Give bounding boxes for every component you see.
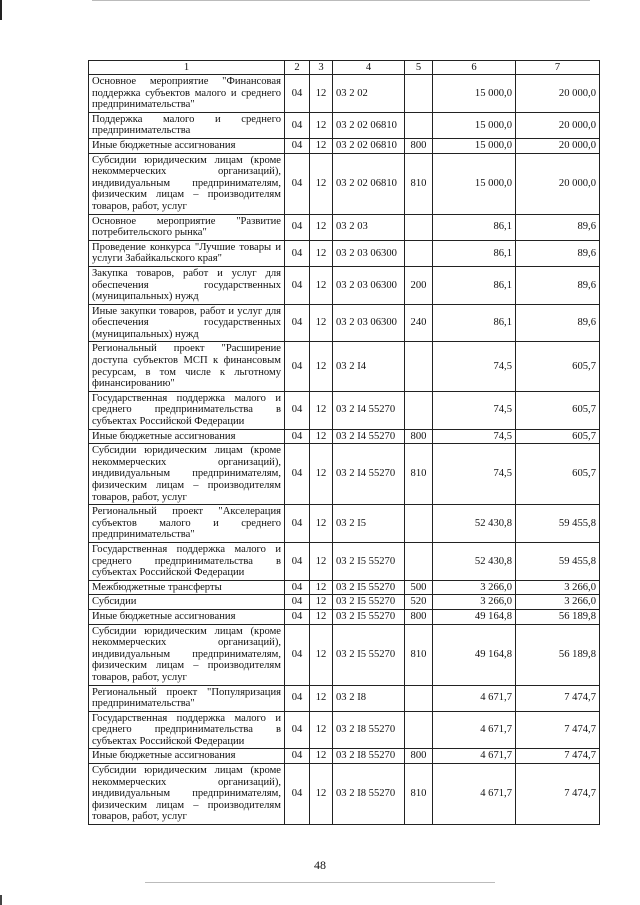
amount-year1-cell: 15 000,0	[433, 138, 516, 153]
target-item-cell: 03 2 I4 55270	[333, 444, 405, 505]
table-header-row	[89, 61, 600, 75]
table-row	[89, 749, 600, 764]
row-name-cell: Государственная поддержка малого и среднего предпринимательства в субъектах Российской Федерации	[89, 711, 285, 749]
scan-edge-mark	[0, 0, 2, 20]
row-name-cell: Поддержка малого и среднего предпринимательства	[89, 112, 285, 138]
expense-type-cell	[405, 685, 433, 711]
amount-year1-cell: 74,5	[433, 444, 516, 505]
table-row	[89, 214, 600, 240]
expense-type-cell	[405, 240, 433, 266]
amount-year2-cell: 20 000,0	[516, 112, 600, 138]
table-row	[89, 342, 600, 391]
amount-year1-cell: 86,1	[433, 266, 516, 304]
amount-year1-cell: 4 671,7	[433, 749, 516, 764]
section-code-cell: 04	[285, 542, 310, 580]
expense-type-cell: 800	[405, 429, 433, 444]
section-code-cell: 04	[285, 764, 310, 825]
expense-type-cell: 240	[405, 304, 433, 342]
expense-type-cell: 810	[405, 444, 433, 505]
scan-bottom-line	[145, 882, 495, 883]
target-item-cell: 03 2 I5 55270	[333, 624, 405, 685]
table-row	[89, 138, 600, 153]
subsection-code-cell: 12	[310, 75, 333, 113]
amount-year1-cell: 74,5	[433, 391, 516, 429]
budget-table	[88, 60, 600, 825]
target-item-cell: 03 2 I8	[333, 685, 405, 711]
row-name-cell: Субсидии юридическим лицам (кроме некоммерческих организаций), индивидуальным предпринимателям, физическим лицам – производителям товаров, работ, услуг	[89, 624, 285, 685]
target-item-cell: 03 2 02 06810	[333, 138, 405, 153]
table-row	[89, 595, 600, 610]
table-row	[89, 266, 600, 304]
amount-year2-cell: 605,7	[516, 391, 600, 429]
amount-year1-cell: 4 671,7	[433, 685, 516, 711]
target-item-cell: 03 2 I4 55270	[333, 429, 405, 444]
row-name-cell: Иные бюджетные ассигнования	[89, 609, 285, 624]
row-name-cell: Иные бюджетные ассигнования	[89, 749, 285, 764]
expense-type-cell	[405, 711, 433, 749]
column-header: 2	[285, 61, 310, 75]
amount-year2-cell: 89,6	[516, 304, 600, 342]
scan-top-line	[92, 0, 590, 1]
row-name-cell: Региональный проект "Акселерация субъектов малого и среднего предпринимательства"	[89, 505, 285, 543]
amount-year2-cell: 7 474,7	[516, 764, 600, 825]
subsection-code-cell: 12	[310, 749, 333, 764]
amount-year2-cell: 605,7	[516, 429, 600, 444]
amount-year1-cell: 86,1	[433, 240, 516, 266]
target-item-cell: 03 2 02	[333, 75, 405, 113]
column-header: 1	[89, 61, 285, 75]
amount-year1-cell: 86,1	[433, 214, 516, 240]
amount-year2-cell: 605,7	[516, 444, 600, 505]
row-name-cell: Субсидии	[89, 595, 285, 610]
section-code-cell: 04	[285, 505, 310, 543]
amount-year1-cell: 15 000,0	[433, 112, 516, 138]
table-row	[89, 711, 600, 749]
table-row	[89, 764, 600, 825]
table-row	[89, 624, 600, 685]
expense-type-cell: 800	[405, 138, 433, 153]
table-row	[89, 685, 600, 711]
expense-type-cell: 810	[405, 764, 433, 825]
row-name-cell: Основное мероприятие "Финансовая поддержка субъектов малого и среднего предпринимательства"	[89, 75, 285, 113]
section-code-cell: 04	[285, 112, 310, 138]
row-name-cell: Проведение конкурса "Лучшие товары и услуги Забайкальского края"	[89, 240, 285, 266]
amount-year1-cell: 4 671,7	[433, 711, 516, 749]
section-code-cell: 04	[285, 266, 310, 304]
amount-year1-cell: 15 000,0	[433, 153, 516, 214]
expense-type-cell: 520	[405, 595, 433, 610]
scan-edge-mark	[0, 895, 2, 905]
expense-type-cell	[405, 542, 433, 580]
amount-year2-cell: 56 189,8	[516, 609, 600, 624]
section-code-cell: 04	[285, 624, 310, 685]
amount-year1-cell: 49 164,8	[433, 609, 516, 624]
subsection-code-cell: 12	[310, 266, 333, 304]
amount-year1-cell: 15 000,0	[433, 75, 516, 113]
subsection-code-cell: 12	[310, 138, 333, 153]
section-code-cell: 04	[285, 580, 310, 595]
page-number: 48	[314, 858, 326, 872]
subsection-code-cell: 12	[310, 304, 333, 342]
section-code-cell: 04	[285, 429, 310, 444]
row-name-cell: Закупка товаров, работ и услуг для обеспечения государственных (муниципальных) нужд	[89, 266, 285, 304]
subsection-code-cell: 12	[310, 240, 333, 266]
subsection-code-cell: 12	[310, 542, 333, 580]
section-code-cell: 04	[285, 342, 310, 391]
expense-type-cell	[405, 214, 433, 240]
amount-year2-cell: 3 266,0	[516, 595, 600, 610]
row-name-cell: Межбюджетные трансферты	[89, 580, 285, 595]
amount-year2-cell: 20 000,0	[516, 153, 600, 214]
target-item-cell: 03 2 I5 55270	[333, 609, 405, 624]
table-row	[89, 580, 600, 595]
expense-type-cell	[405, 112, 433, 138]
expense-type-cell: 500	[405, 580, 433, 595]
amount-year2-cell: 56 189,8	[516, 624, 600, 685]
subsection-code-cell: 12	[310, 711, 333, 749]
subsection-code-cell: 12	[310, 505, 333, 543]
target-item-cell: 03 2 I4 55270	[333, 391, 405, 429]
section-code-cell: 04	[285, 444, 310, 505]
amount-year1-cell: 52 430,8	[433, 505, 516, 543]
section-code-cell: 04	[285, 595, 310, 610]
section-code-cell: 04	[285, 75, 310, 113]
target-item-cell: 03 2 03 06300	[333, 304, 405, 342]
subsection-code-cell: 12	[310, 764, 333, 825]
amount-year1-cell: 3 266,0	[433, 580, 516, 595]
table-row	[89, 505, 600, 543]
section-code-cell: 04	[285, 214, 310, 240]
amount-year2-cell: 59 455,8	[516, 505, 600, 543]
section-code-cell: 04	[285, 304, 310, 342]
target-item-cell: 03 2 I8 55270	[333, 711, 405, 749]
amount-year1-cell: 3 266,0	[433, 595, 516, 610]
section-code-cell: 04	[285, 711, 310, 749]
expense-type-cell: 810	[405, 624, 433, 685]
expense-type-cell: 810	[405, 153, 433, 214]
row-name-cell: Иные бюджетные ассигнования	[89, 138, 285, 153]
amount-year1-cell: 4 671,7	[433, 764, 516, 825]
section-code-cell: 04	[285, 391, 310, 429]
row-name-cell: Региональный проект "Расширение доступа субъектов МСП к финансовым ресурсам, в том числе к льготному финансированию"	[89, 342, 285, 391]
section-code-cell: 04	[285, 609, 310, 624]
subsection-code-cell: 12	[310, 609, 333, 624]
section-code-cell: 04	[285, 749, 310, 764]
target-item-cell: 03 2 02 06810	[333, 153, 405, 214]
section-code-cell: 04	[285, 685, 310, 711]
subsection-code-cell: 12	[310, 444, 333, 505]
table-row	[89, 609, 600, 624]
table-row	[89, 444, 600, 505]
amount-year1-cell: 74,5	[433, 429, 516, 444]
expense-type-cell	[405, 505, 433, 543]
row-name-cell: Региональный проект "Популяризация предпринимательства"	[89, 685, 285, 711]
table-row	[89, 153, 600, 214]
target-item-cell: 03 2 I5 55270	[333, 580, 405, 595]
section-code-cell: 04	[285, 240, 310, 266]
amount-year1-cell: 52 430,8	[433, 542, 516, 580]
target-item-cell: 03 2 I5 55270	[333, 595, 405, 610]
amount-year2-cell: 605,7	[516, 342, 600, 391]
table-row	[89, 391, 600, 429]
target-item-cell: 03 2 03 06300	[333, 266, 405, 304]
subsection-code-cell: 12	[310, 214, 333, 240]
subsection-code-cell: 12	[310, 685, 333, 711]
amount-year2-cell: 20 000,0	[516, 138, 600, 153]
target-item-cell: 03 2 I5	[333, 505, 405, 543]
column-header: 5	[405, 61, 433, 75]
table-row	[89, 304, 600, 342]
target-item-cell: 03 2 03 06300	[333, 240, 405, 266]
column-header: 7	[516, 61, 600, 75]
row-name-cell: Государственная поддержка малого и среднего предпринимательства в субъектах Российской Федерации	[89, 391, 285, 429]
amount-year1-cell: 49 164,8	[433, 624, 516, 685]
row-name-cell: Государственная поддержка малого и среднего предпринимательства в субъектах Российской Федерации	[89, 542, 285, 580]
row-name-cell: Субсидии юридическим лицам (кроме некоммерческих организаций), индивидуальным предпринимателям, физическим лицам – производителям товаров, работ, услуг	[89, 153, 285, 214]
subsection-code-cell: 12	[310, 580, 333, 595]
amount-year2-cell: 89,6	[516, 266, 600, 304]
target-item-cell: 03 2 I8 55270	[333, 764, 405, 825]
subsection-code-cell: 12	[310, 595, 333, 610]
expense-type-cell: 800	[405, 609, 433, 624]
amount-year2-cell: 59 455,8	[516, 542, 600, 580]
row-name-cell: Иные бюджетные ассигнования	[89, 429, 285, 444]
amount-year2-cell: 20 000,0	[516, 75, 600, 113]
expense-type-cell	[405, 342, 433, 391]
amount-year1-cell: 74,5	[433, 342, 516, 391]
amount-year2-cell: 89,6	[516, 240, 600, 266]
table-row	[89, 240, 600, 266]
row-name-cell: Иные закупки товаров, работ и услуг для обеспечения государственных (муниципальных) нужд	[89, 304, 285, 342]
table-row	[89, 75, 600, 113]
row-name-cell: Основное мероприятие "Развитие потребительского рынка"	[89, 214, 285, 240]
target-item-cell: 03 2 I5 55270	[333, 542, 405, 580]
expense-type-cell: 200	[405, 266, 433, 304]
expense-type-cell	[405, 75, 433, 113]
subsection-code-cell: 12	[310, 342, 333, 391]
subsection-code-cell: 12	[310, 153, 333, 214]
target-item-cell: 03 2 02 06810	[333, 112, 405, 138]
table-body	[89, 75, 600, 825]
target-item-cell: 03 2 03	[333, 214, 405, 240]
table-row	[89, 542, 600, 580]
expense-type-cell: 800	[405, 749, 433, 764]
subsection-code-cell: 12	[310, 429, 333, 444]
subsection-code-cell: 12	[310, 624, 333, 685]
target-item-cell: 03 2 I4	[333, 342, 405, 391]
subsection-code-cell: 12	[310, 391, 333, 429]
amount-year2-cell: 7 474,7	[516, 711, 600, 749]
expense-type-cell	[405, 391, 433, 429]
amount-year2-cell: 3 266,0	[516, 580, 600, 595]
row-name-cell: Субсидии юридическим лицам (кроме некоммерческих организаций), индивидуальным предпринимателям, физическим лицам – производителям товаров, работ, услуг	[89, 764, 285, 825]
amount-year2-cell: 7 474,7	[516, 749, 600, 764]
section-code-cell: 04	[285, 138, 310, 153]
target-item-cell: 03 2 I8 55270	[333, 749, 405, 764]
table-row	[89, 429, 600, 444]
table-row	[89, 112, 600, 138]
amount-year1-cell: 86,1	[433, 304, 516, 342]
column-header: 6	[433, 61, 516, 75]
column-header: 3	[310, 61, 333, 75]
section-code-cell: 04	[285, 153, 310, 214]
subsection-code-cell: 12	[310, 112, 333, 138]
row-name-cell: Субсидии юридическим лицам (кроме некоммерческих организаций), индивидуальным предпринимателям, физическим лицам – производителям товаров, работ, услуг	[89, 444, 285, 505]
amount-year2-cell: 89,6	[516, 214, 600, 240]
column-header: 4	[333, 61, 405, 75]
amount-year2-cell: 7 474,7	[516, 685, 600, 711]
